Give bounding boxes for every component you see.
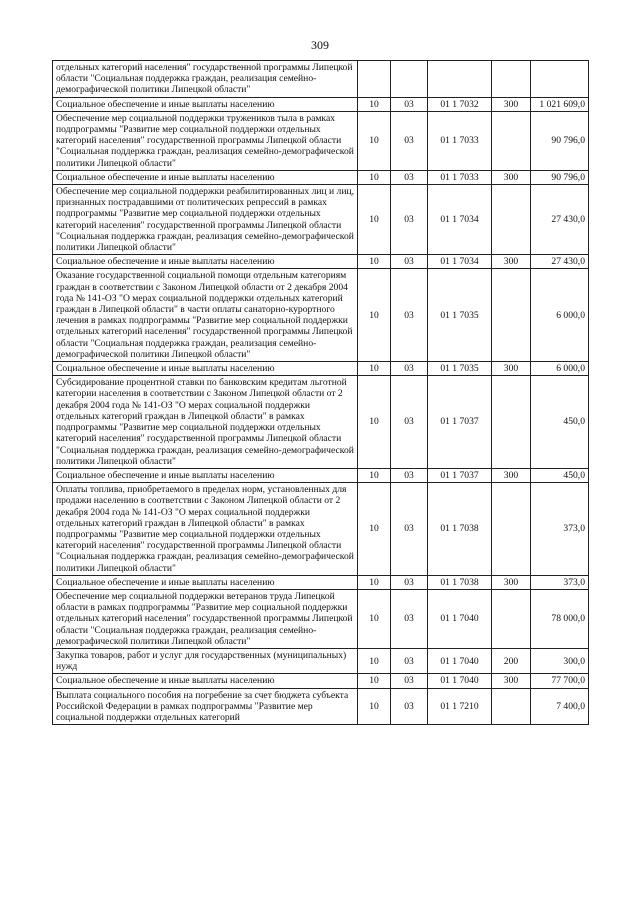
section-code-cell: 10: [358, 111, 391, 170]
subsection-code-cell: 03: [391, 97, 428, 111]
item-name-cell: Социальное обеспечение и иные выплаты населению: [53, 97, 358, 111]
table-row: [53, 575, 589, 589]
expense-type-cell: 300: [492, 575, 531, 589]
item-name-cell: Закупка товаров, работ и услуг для государственных (муниципальных) нужд: [53, 648, 358, 673]
target-article-cell: 01 1 7034: [428, 255, 492, 269]
amount-cell: 1 021 609,0: [531, 97, 589, 111]
subsection-code-cell: 03: [391, 674, 428, 688]
subsection-code-cell: 03: [391, 111, 428, 170]
section-code-cell: 10: [358, 648, 391, 673]
target-article-cell: 01 1 7038: [428, 483, 492, 576]
section-code-cell: 10: [358, 362, 391, 376]
section-code-cell: [358, 61, 391, 98]
table-row: [53, 97, 589, 111]
target-article-cell: 01 1 7035: [428, 362, 492, 376]
section-code-cell: 10: [358, 589, 391, 648]
section-code-cell: 10: [358, 97, 391, 111]
expense-type-cell: [492, 589, 531, 648]
section-code-cell: 10: [358, 376, 391, 469]
target-article-cell: 01 1 7033: [428, 111, 492, 170]
table-row: [53, 468, 589, 482]
amount-cell: 6 000,0: [531, 362, 589, 376]
amount-cell: 77 700,0: [531, 674, 589, 688]
expense-type-cell: 200: [492, 648, 531, 673]
amount-cell: 90 796,0: [531, 111, 589, 170]
item-name-cell: Социальное обеспечение и иные выплаты населению: [53, 575, 358, 589]
item-name-cell: Обеспечение мер социальной поддержки реабилитированных лиц и лиц, признанных пострадавшими от политических репрессий в рамках подпрограммы "Развитие мер социальной поддержки отдельных категорий населения" государственной программы Липецкой области "Социальная поддержка граждан, реализация семейно-демографической политики Липецкой области": [53, 185, 358, 255]
subsection-code-cell: 03: [391, 483, 428, 576]
item-name-cell: Социальное обеспечение и иные выплаты населению: [53, 468, 358, 482]
amount-cell: 7 400,0: [531, 688, 589, 725]
section-code-cell: 10: [358, 575, 391, 589]
target-article-cell: 01 1 7037: [428, 376, 492, 469]
table-row: [53, 589, 589, 648]
section-code-cell: 10: [358, 688, 391, 725]
target-article-cell: 01 1 7033: [428, 170, 492, 184]
expense-type-cell: 300: [492, 170, 531, 184]
page-number: 309: [311, 38, 329, 52]
target-article-cell: 01 1 7035: [428, 269, 492, 362]
target-article-cell: 01 1 7038: [428, 575, 492, 589]
budget-table: [52, 60, 589, 725]
table-row: [53, 255, 589, 269]
expense-type-cell: [492, 111, 531, 170]
section-code-cell: 10: [358, 185, 391, 255]
expense-type-cell: [492, 376, 531, 469]
amount-cell: 373,0: [531, 575, 589, 589]
target-article-cell: 01 1 7034: [428, 185, 492, 255]
amount-cell: 90 796,0: [531, 170, 589, 184]
expense-type-cell: 300: [492, 97, 531, 111]
item-name-cell: Социальное обеспечение и иные выплаты населению: [53, 674, 358, 688]
amount-cell: 6 000,0: [531, 269, 589, 362]
item-name-cell: отдельных категорий населения" государственной программы Липецкой области "Социальная поддержка граждан, реализация семейно-демографической политики Липецкой области": [53, 61, 358, 98]
table-row: [53, 61, 589, 98]
amount-cell: 300,0: [531, 648, 589, 673]
section-code-cell: 10: [358, 269, 391, 362]
table-row: [53, 362, 589, 376]
section-code-cell: 10: [358, 255, 391, 269]
item-name-cell: Социальное обеспечение и иные выплаты населению: [53, 170, 358, 184]
subsection-code-cell: 03: [391, 362, 428, 376]
item-name-cell: Оплаты топлива, приобретаемого в пределах норм, установленных для продажи населению в соответствии с Законом Липецкой области от 2 декабря 2004 года № 141-ОЗ "О мерах социальной поддержки отдельных категорий граждан в Липецкой области" в рамках подпрограммы "Развитие мер социальной поддержки отдельных категорий населения" государственной программы Липецкой области "Социальная поддержка граждан, реализация семейно-демографической политики Липецкой области": [53, 483, 358, 576]
amount-cell: 450,0: [531, 376, 589, 469]
table-row: [53, 376, 589, 469]
subsection-code-cell: 03: [391, 589, 428, 648]
subsection-code-cell: 03: [391, 648, 428, 673]
section-code-cell: 10: [358, 483, 391, 576]
table-row: [53, 170, 589, 184]
expense-type-cell: [492, 688, 531, 725]
table-row: [53, 111, 589, 170]
section-code-cell: 10: [358, 468, 391, 482]
table-row: [53, 185, 589, 255]
subsection-code-cell: 03: [391, 376, 428, 469]
target-article-cell: 01 1 7037: [428, 468, 492, 482]
item-name-cell: Оказание государственной социальной помощи отдельным категориям граждан в соответствии с Законом Липецкой области от 2 декабря 2004 года № 141-ОЗ "О мерах социальной поддержки отдельных категорий граждан в Липецкой области" в части оплаты санаторно-курортного лечения в рамках подпрограммы "Развитие мер социальной поддержки отдельных категорий населения" государственной программы Липецкой области "Социальная поддержка граждан, реализация семейно-демографической политики Липецкой области": [53, 269, 358, 362]
target-article-cell: 01 1 7040: [428, 674, 492, 688]
table-row: [53, 269, 589, 362]
expense-type-cell: [492, 185, 531, 255]
item-name-cell: Социальное обеспечение и иные выплаты населению: [53, 255, 358, 269]
table-row: [53, 648, 589, 673]
subsection-code-cell: 03: [391, 468, 428, 482]
target-article-cell: 01 1 7040: [428, 648, 492, 673]
expense-type-cell: [492, 269, 531, 362]
item-name-cell: Субсидирование процентной ставки по банковским кредитам льготной категории населения в соответствии с Законом Липецкой области от 2 декабря 2004 года № 141-ОЗ "О мерах социальной поддержки отдельных категорий граждан в Липецкой области" в рамках подпрограммы "Развитие мер социальной поддержки отдельных категорий населения" государственной программы Липецкой области "Социальная поддержка граждан, реализация семейно-демографической политики Липецкой области": [53, 376, 358, 469]
target-article-cell: 01 1 7040: [428, 589, 492, 648]
table-row: [53, 688, 589, 725]
amount-cell: 373,0: [531, 483, 589, 576]
target-article-cell: [428, 61, 492, 98]
subsection-code-cell: 03: [391, 575, 428, 589]
item-name-cell: Обеспечение мер социальной поддержки ветеранов труда Липецкой области в рамках подпрограммы "Развитие мер социальной поддержки отдельных категорий населения" государственной программы Липецкой области "Социальная поддержка граждан, реализация семейно-демографической политики Липецкой области": [53, 589, 358, 648]
expense-type-cell: 300: [492, 468, 531, 482]
section-code-cell: 10: [358, 170, 391, 184]
expense-type-cell: [492, 483, 531, 576]
amount-cell: 450,0: [531, 468, 589, 482]
amount-cell: 27 430,0: [531, 255, 589, 269]
amount-cell: [531, 61, 589, 98]
expense-type-cell: 300: [492, 362, 531, 376]
subsection-code-cell: 03: [391, 170, 428, 184]
budget-table-body: [53, 61, 589, 725]
target-article-cell: 01 1 7210: [428, 688, 492, 725]
expense-type-cell: [492, 61, 531, 98]
section-code-cell: 10: [358, 674, 391, 688]
item-name-cell: Выплата социального пособия на погребение за счет бюджета субъекта Российской Федерации в рамках подпрограммы "Развитие мер социальной поддержки отдельных категорий: [53, 688, 358, 725]
item-name-cell: Социальное обеспечение и иные выплаты населению: [53, 362, 358, 376]
table-row: [53, 674, 589, 688]
subsection-code-cell: 03: [391, 269, 428, 362]
subsection-code-cell: [391, 61, 428, 98]
item-name-cell: Обеспечение мер социальной поддержки тружеников тыла в рамках подпрограммы "Развитие мер социальной поддержки отдельных категорий населения" государственной программы Липецкой области "Социальная поддержка граждан, реализация семейно-демографической политики Липецкой области": [53, 111, 358, 170]
amount-cell: 27 430,0: [531, 185, 589, 255]
table-row: [53, 483, 589, 576]
expense-type-cell: 300: [492, 674, 531, 688]
expense-type-cell: 300: [492, 255, 531, 269]
target-article-cell: 01 1 7032: [428, 97, 492, 111]
subsection-code-cell: 03: [391, 255, 428, 269]
amount-cell: 78 000,0: [531, 589, 589, 648]
subsection-code-cell: 03: [391, 185, 428, 255]
subsection-code-cell: 03: [391, 688, 428, 725]
